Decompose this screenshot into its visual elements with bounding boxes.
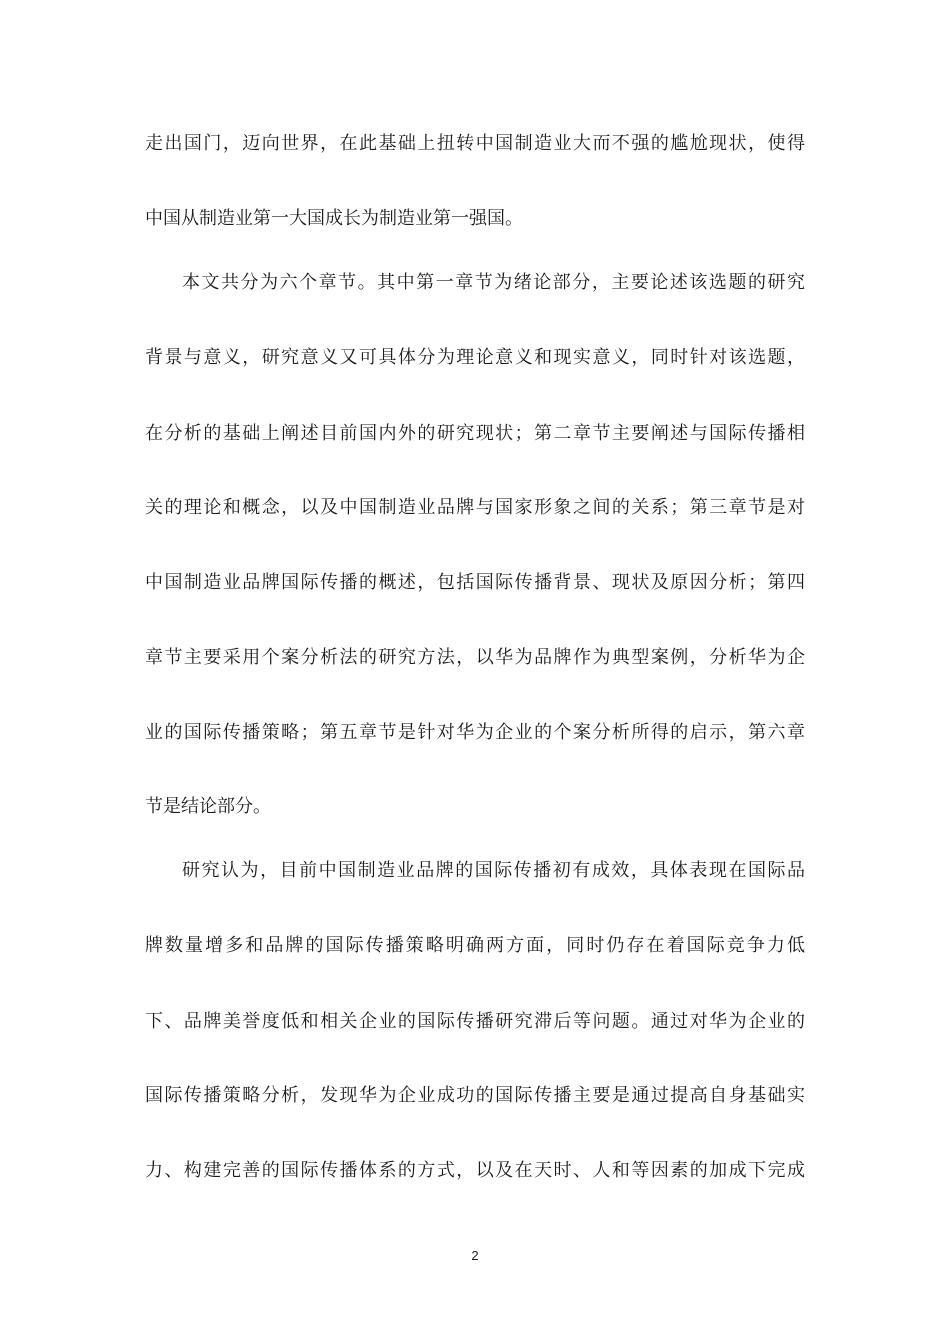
- text-line: 章节主要采用个案分析法的研究方法，以华为品牌作为典型案例，分析华为企: [145, 647, 805, 668]
- page-number: 2: [471, 1248, 479, 1263]
- text-line: 背景与意义，研究意义又可具体分为理论意义和现实意义，同时针对该选题，: [145, 347, 805, 368]
- text-line: 牌数量增多和品牌的国际传播策略明确两方面，同时仍存在着国际竞争力低: [145, 935, 805, 956]
- text-line: 在分析的基础上阐述目前国内外的研究现状；第二章节主要阐述与国际传播相: [145, 423, 805, 444]
- text-line: 国际传播策略分析，发现华为企业成功的国际传播主要是通过提高自身基础实: [145, 1085, 805, 1106]
- text-line: 走出国门，迈向世界，在此基础上扭转中国制造业大而不强的尴尬现状，使得: [145, 133, 805, 154]
- text-line: 力、构建完善的国际传播体系的方式，以及在天时、人和等因素的加成下完成: [145, 1160, 805, 1181]
- text-line: 节是结论部分。: [145, 796, 271, 817]
- text-line: 下、品牌美誉度低和相关企业的国际传播研究滞后等问题。通过对华为企业的: [145, 1011, 805, 1032]
- text-line: 中国制造业品牌国际传播的概述，包括国际传播背景、现状及原因分析；第四: [145, 572, 805, 593]
- text-line: 关的理论和概念，以及中国制造业品牌与国家形象之间的关系；第三章节是对: [145, 497, 805, 518]
- text-line: 本文共分为六个章节。其中第一章节为绪论部分，主要论述该选题的研究: [182, 272, 805, 293]
- text-line: 研究认为，目前中国制造业品牌的国际传播初有成效，具体表现在国际品: [182, 860, 805, 881]
- text-line: 中国从制造业第一大国成长为制造业第一强国。: [145, 208, 523, 229]
- text-line: 业的国际传播策略；第五章节是针对华为企业的个案分析所得的启示，第六章: [145, 722, 805, 743]
